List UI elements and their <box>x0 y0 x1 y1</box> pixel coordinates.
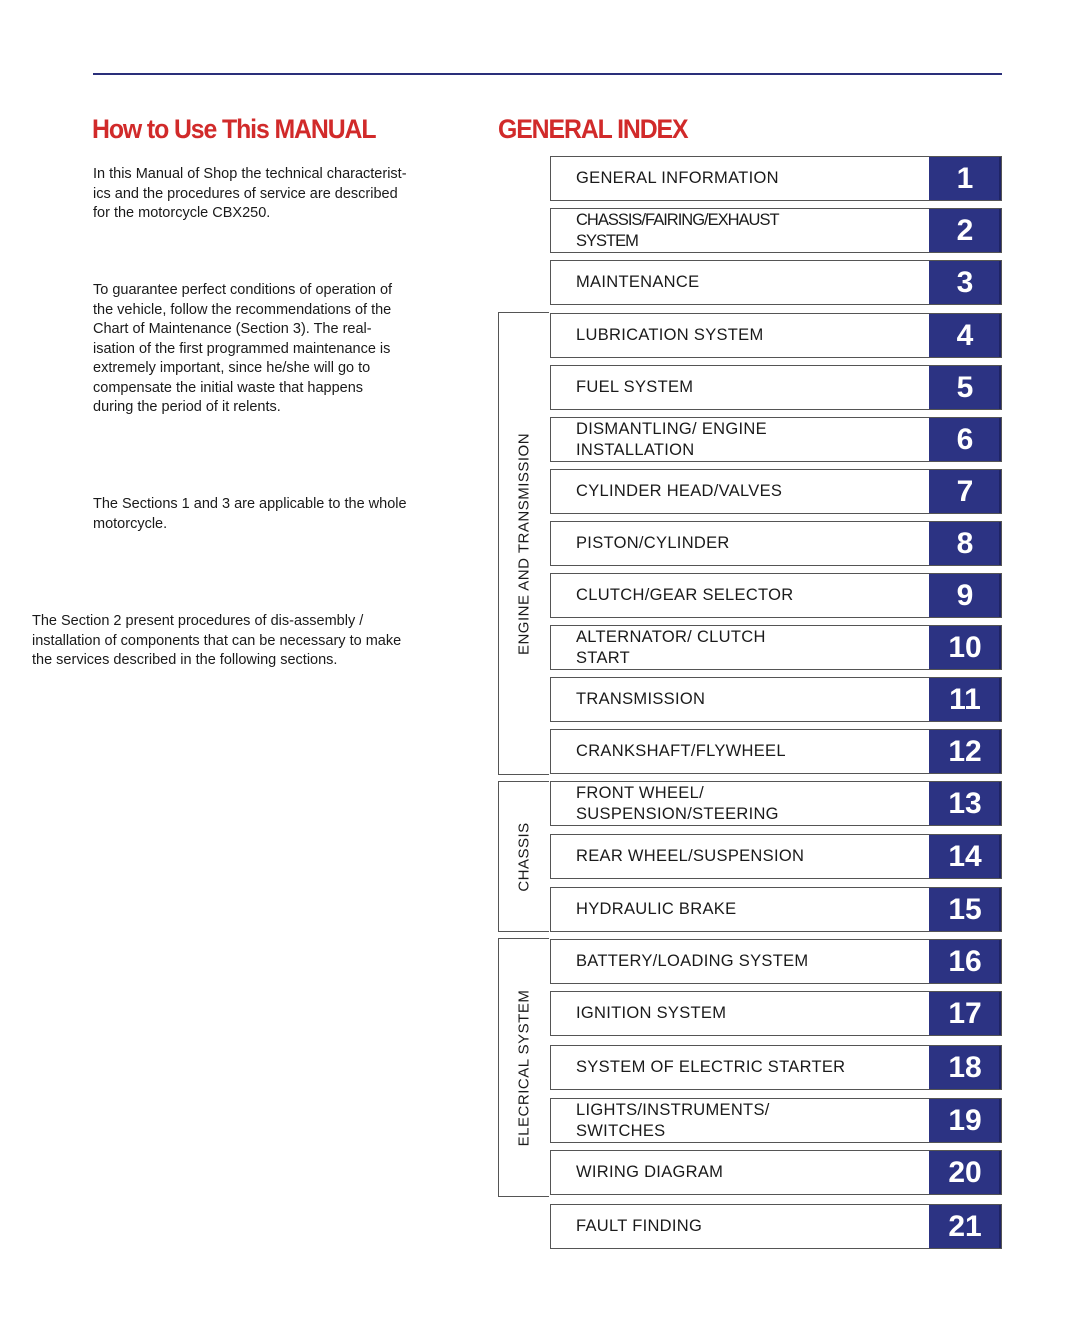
index-row-11[interactable] <box>550 677 1002 722</box>
section-number: 12 <box>927 730 1001 773</box>
index-row-4[interactable] <box>550 313 1002 358</box>
section-number: 9 <box>927 574 1001 617</box>
top-rule <box>93 73 1002 75</box>
section-number: 6 <box>927 418 1001 461</box>
section-title: FAULT FINDING <box>576 1217 703 1235</box>
group-engine-transmission <box>498 312 549 775</box>
section-title: SYSTEM OF ELECTRIC STARTER <box>576 1058 846 1076</box>
section-number: 2 <box>927 209 1001 252</box>
section-title: LUBRICATION SYSTEM <box>576 326 764 344</box>
index-row-19[interactable] <box>550 1098 1002 1143</box>
index-row-12[interactable] <box>550 729 1002 774</box>
section-title: ALTERNATOR/ CLUTCH START <box>576 627 766 667</box>
section-title: CLUTCH/GEAR SELECTOR <box>576 586 794 604</box>
index-row-8[interactable] <box>550 521 1002 566</box>
index-row-14[interactable] <box>550 834 1002 879</box>
index-row-9[interactable] <box>550 573 1002 618</box>
section-number: 8 <box>927 522 1001 565</box>
section-number: 19 <box>927 1099 1001 1142</box>
section-title: GENERAL INFORMATION <box>576 169 779 187</box>
section-title: MAINTENANCE <box>576 273 700 291</box>
general-index-heading: GENERAL INDEX <box>498 114 688 144</box>
section-number: 7 <box>927 470 1001 513</box>
index-row-7[interactable] <box>550 469 1002 514</box>
intro-paragraph: In this Manual of Shop the technical characterist- ics and the procedures of service are described for the motorcycle CBX250. <box>93 166 407 221</box>
index-row-18[interactable] <box>550 1045 1002 1090</box>
section-title: FRONT WHEEL/ SUSPENSION/STEERING <box>576 783 779 823</box>
section-number: 20 <box>927 1151 1001 1194</box>
section-number: 15 <box>927 888 1001 931</box>
section-title: WIRING DIAGRAM <box>576 1163 724 1181</box>
section-title: PISTON/CYLINDER <box>576 534 730 552</box>
section-number: 3 <box>927 261 1001 304</box>
index-row-5[interactable] <box>550 365 1002 410</box>
section-number: 1 <box>927 157 1001 200</box>
section-title: FUEL SYSTEM <box>576 378 694 396</box>
section-title: HYDRAULIC BRAKE <box>576 900 737 918</box>
section-number: 10 <box>927 626 1001 669</box>
section-title: TRANSMISSION <box>576 690 706 708</box>
section-title: BATTERY/LOADING SYSTEM <box>576 952 809 970</box>
maintenance-paragraph: To guarantee perfect conditions of operation of the vehicle, follow the recommendations of the Chart of Maintenance (Section 3). The real- isation of the first programmed maintenance is extremely important, since he/she will go to compensate the initial waste that happens during the period of it relents. <box>93 282 393 415</box>
section-title: CHASSIS/FAIRING/EXHAUST SYSTEM <box>576 210 779 250</box>
index-row-17[interactable] <box>550 991 1002 1036</box>
section2-paragraph: The Section 2 present procedures of dis-assembly / installation of components that can be necessary to make the services described in the following sections. <box>32 613 402 668</box>
group-label-engine-transmission: ENGINE AND TRANSMISSION <box>515 432 533 655</box>
section-number: 18 <box>927 1046 1001 1089</box>
index-row-10[interactable] <box>550 625 1002 670</box>
section-number: 21 <box>927 1205 1001 1248</box>
section-title: CYLINDER HEAD/VALVES <box>576 482 783 500</box>
index-row-2[interactable] <box>550 208 1002 253</box>
section-number: 16 <box>927 940 1001 983</box>
group-electrical-system <box>498 938 549 1197</box>
group-chassis <box>498 781 549 932</box>
section-number: 5 <box>927 366 1001 409</box>
section-number: 11 <box>927 678 1001 721</box>
manual-usage-heading: How to Use This MANUAL <box>92 114 376 144</box>
index-row-16[interactable] <box>550 939 1002 984</box>
section-title: DISMANTLING/ ENGINE INSTALLATION <box>576 419 767 459</box>
index-row-3[interactable] <box>550 260 1002 305</box>
section-number: 13 <box>927 782 1001 825</box>
section-number: 17 <box>927 992 1001 1035</box>
section-number: 14 <box>927 835 1001 878</box>
section-title: LIGHTS/INSTRUMENTS/ SWITCHES <box>576 1100 770 1140</box>
index-row-1[interactable] <box>550 156 1002 201</box>
index-row-20[interactable] <box>550 1150 1002 1195</box>
section-title: CRANKSHAFT/FLYWHEEL <box>576 742 786 760</box>
index-row-15[interactable] <box>550 887 1002 932</box>
index-row-21[interactable] <box>550 1204 1002 1249</box>
group-label-chassis: CHASSIS <box>515 821 533 892</box>
section-title: REAR WHEEL/SUSPENSION <box>576 847 805 865</box>
section-number: 4 <box>927 314 1001 357</box>
section-title: IGNITION SYSTEM <box>576 1004 727 1022</box>
index-row-13[interactable] <box>550 781 1002 826</box>
index-row-6[interactable] <box>550 417 1002 462</box>
sections-applicability-paragraph: The Sections 1 and 3 are applicable to the whole motorcycle. <box>93 496 407 532</box>
group-label-electrical-system: ELECRICAL SYSTEM <box>515 989 533 1146</box>
